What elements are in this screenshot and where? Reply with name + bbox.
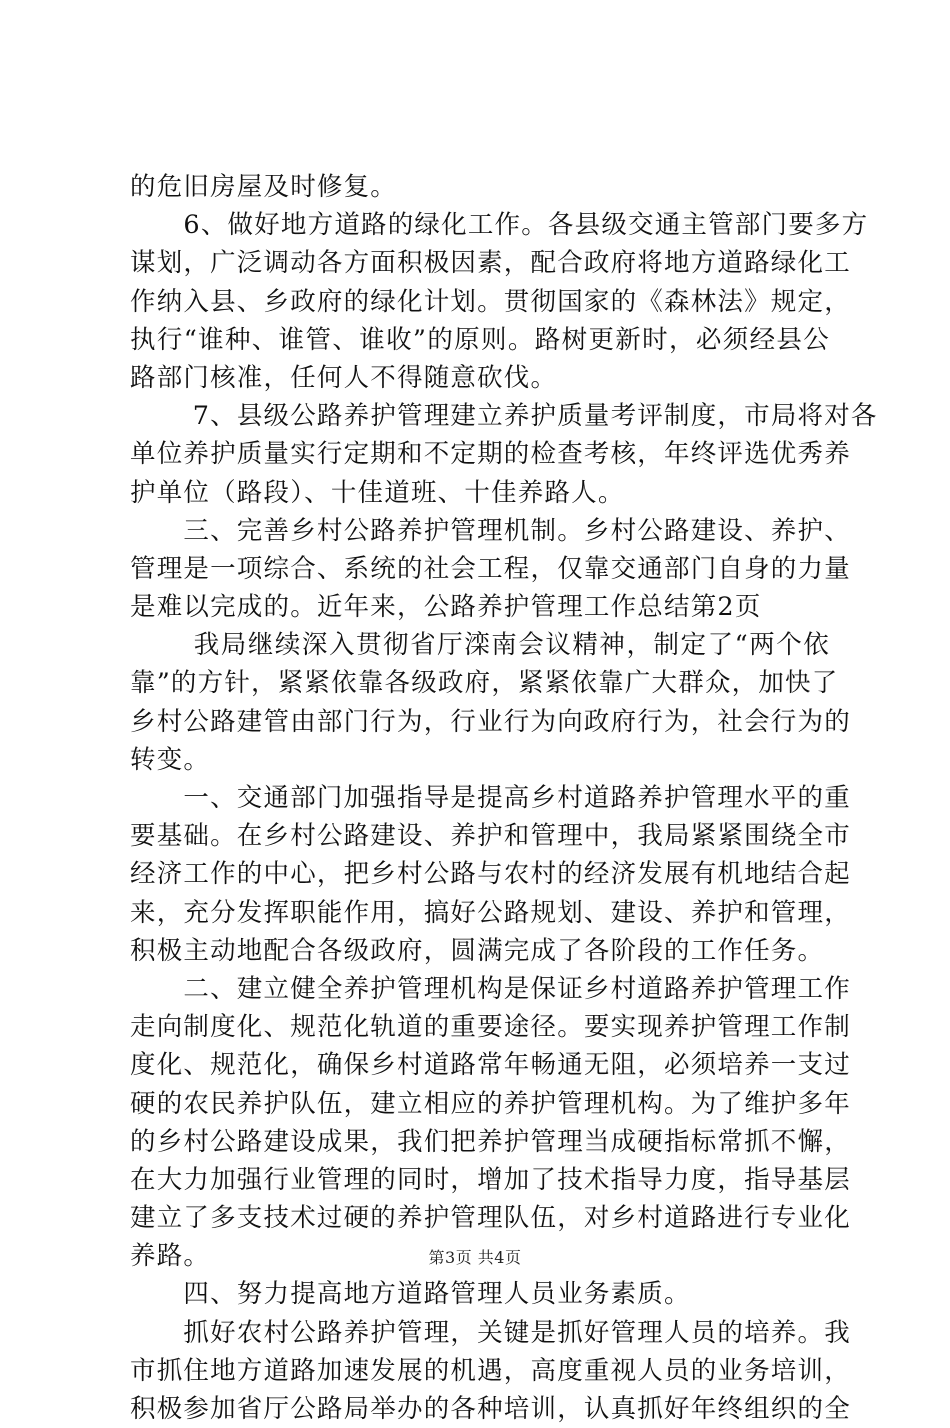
text-line: 路部门核准，任何人不得随意砍伐。 xyxy=(130,362,558,393)
text-line: 一、交通部门加强指导是提高乡村道路养护管理水平的重 xyxy=(130,783,851,813)
document-body xyxy=(130,168,878,1428)
text-line: 转变。 xyxy=(130,744,211,775)
text-line: 是难以完成的。近年来，公路养护管理工作总结第2页 xyxy=(130,592,762,623)
text-line: 抓好农村公路养护管理，关键是抓好管理人员的培养。我 xyxy=(130,1317,851,1348)
text-line: 市抓住地方道路加速发展的机遇，高度重视人员的业务培训， xyxy=(130,1355,851,1386)
text-line: 在大力加强行业管理的同时，增加了技术指导力度，指导基层 xyxy=(130,1164,851,1195)
text-line: 三、完善乡村公路养护管理机制。乡村公路建设、养护、 xyxy=(130,515,851,546)
text-line: 度化、规范化，确保乡村道路常年畅通无阻，必须培养一支过 xyxy=(130,1050,851,1081)
text-line: 要基础。在乡村公路建设、养护和管理中，我局紧紧围绕全市 xyxy=(130,821,851,852)
text-line: 6、做好地方道路的绿化工作。各县级交通主管部门要多方 xyxy=(130,210,869,241)
text-line: 我局继续深入贯彻省厅滦南会议精神，制定了“两个依 xyxy=(130,630,830,661)
text-line: 谋划，广泛调动各方面积极因素，配合政府将地方道路绿化工 xyxy=(130,248,851,279)
text-line: 靠”的方针，紧紧依靠各级政府，紧紧依靠广大群众，加快了 xyxy=(130,668,839,699)
text-line: 经济工作的中心，把乡村公路与农村的经济发展有机地结合起 xyxy=(130,859,851,890)
text-line: 7、县级公路养护管理建立养护质量考评制度，市局将对各 xyxy=(130,401,878,432)
text-line: 单位养护质量实行定期和不定期的检查考核，年终评选优秀养 xyxy=(130,439,851,470)
text-line: 的乡村公路建设成果，我们把养护管理当成硬指标常抓不懈， xyxy=(130,1126,851,1157)
text-line: 管理是一项综合、系统的社会工程，仅靠交通部门自身的力量 xyxy=(130,553,851,584)
text-line: 四、努力提高地方道路管理人员业务素质。 xyxy=(130,1279,691,1310)
text-line: 的危旧房屋及时修复。 xyxy=(130,172,398,202)
text-line: 护单位（路段）、十佳道班、十佳养路人。 xyxy=(130,477,625,508)
text-line: 乡村公路建管由部门行为，行业行为向政府行为，社会行为的 xyxy=(130,706,851,737)
text-line: 作纳入县、乡政府的绿化计划。贯彻国家的《森林法》规定， xyxy=(130,286,851,317)
text-line: 执行“谁种、谁管、谁收”的原则。路树更新时，必须经县公 xyxy=(130,324,830,355)
text-line: 积极主动地配合各级政府，圆满完成了各阶段的工作任务。 xyxy=(130,935,825,966)
text-line: 二、建立健全养护管理机构是保证乡村道路养护管理工作 xyxy=(130,973,851,1004)
page-footer: 第3页 共4页 xyxy=(428,1248,522,1267)
text-line: 硬的农民养护队伍，建立相应的养护管理机构。为了维护多年 xyxy=(130,1088,851,1119)
text-line: 建立了多支技术过硬的养护管理队伍，对乡村道路进行专业化 xyxy=(130,1203,851,1234)
text-line: 养路。 xyxy=(130,1241,211,1272)
text-line: 来，充分发挥职能作用，搞好公路规划、建设、养护和管理， xyxy=(130,897,851,928)
text-line: 积极参加省厅公路局举办的各种培训，认真抓好年终组织的全 xyxy=(130,1394,851,1424)
text-line: 走向制度化、规范化轨道的重要途径。要实现养护管理工作制 xyxy=(130,1012,851,1043)
